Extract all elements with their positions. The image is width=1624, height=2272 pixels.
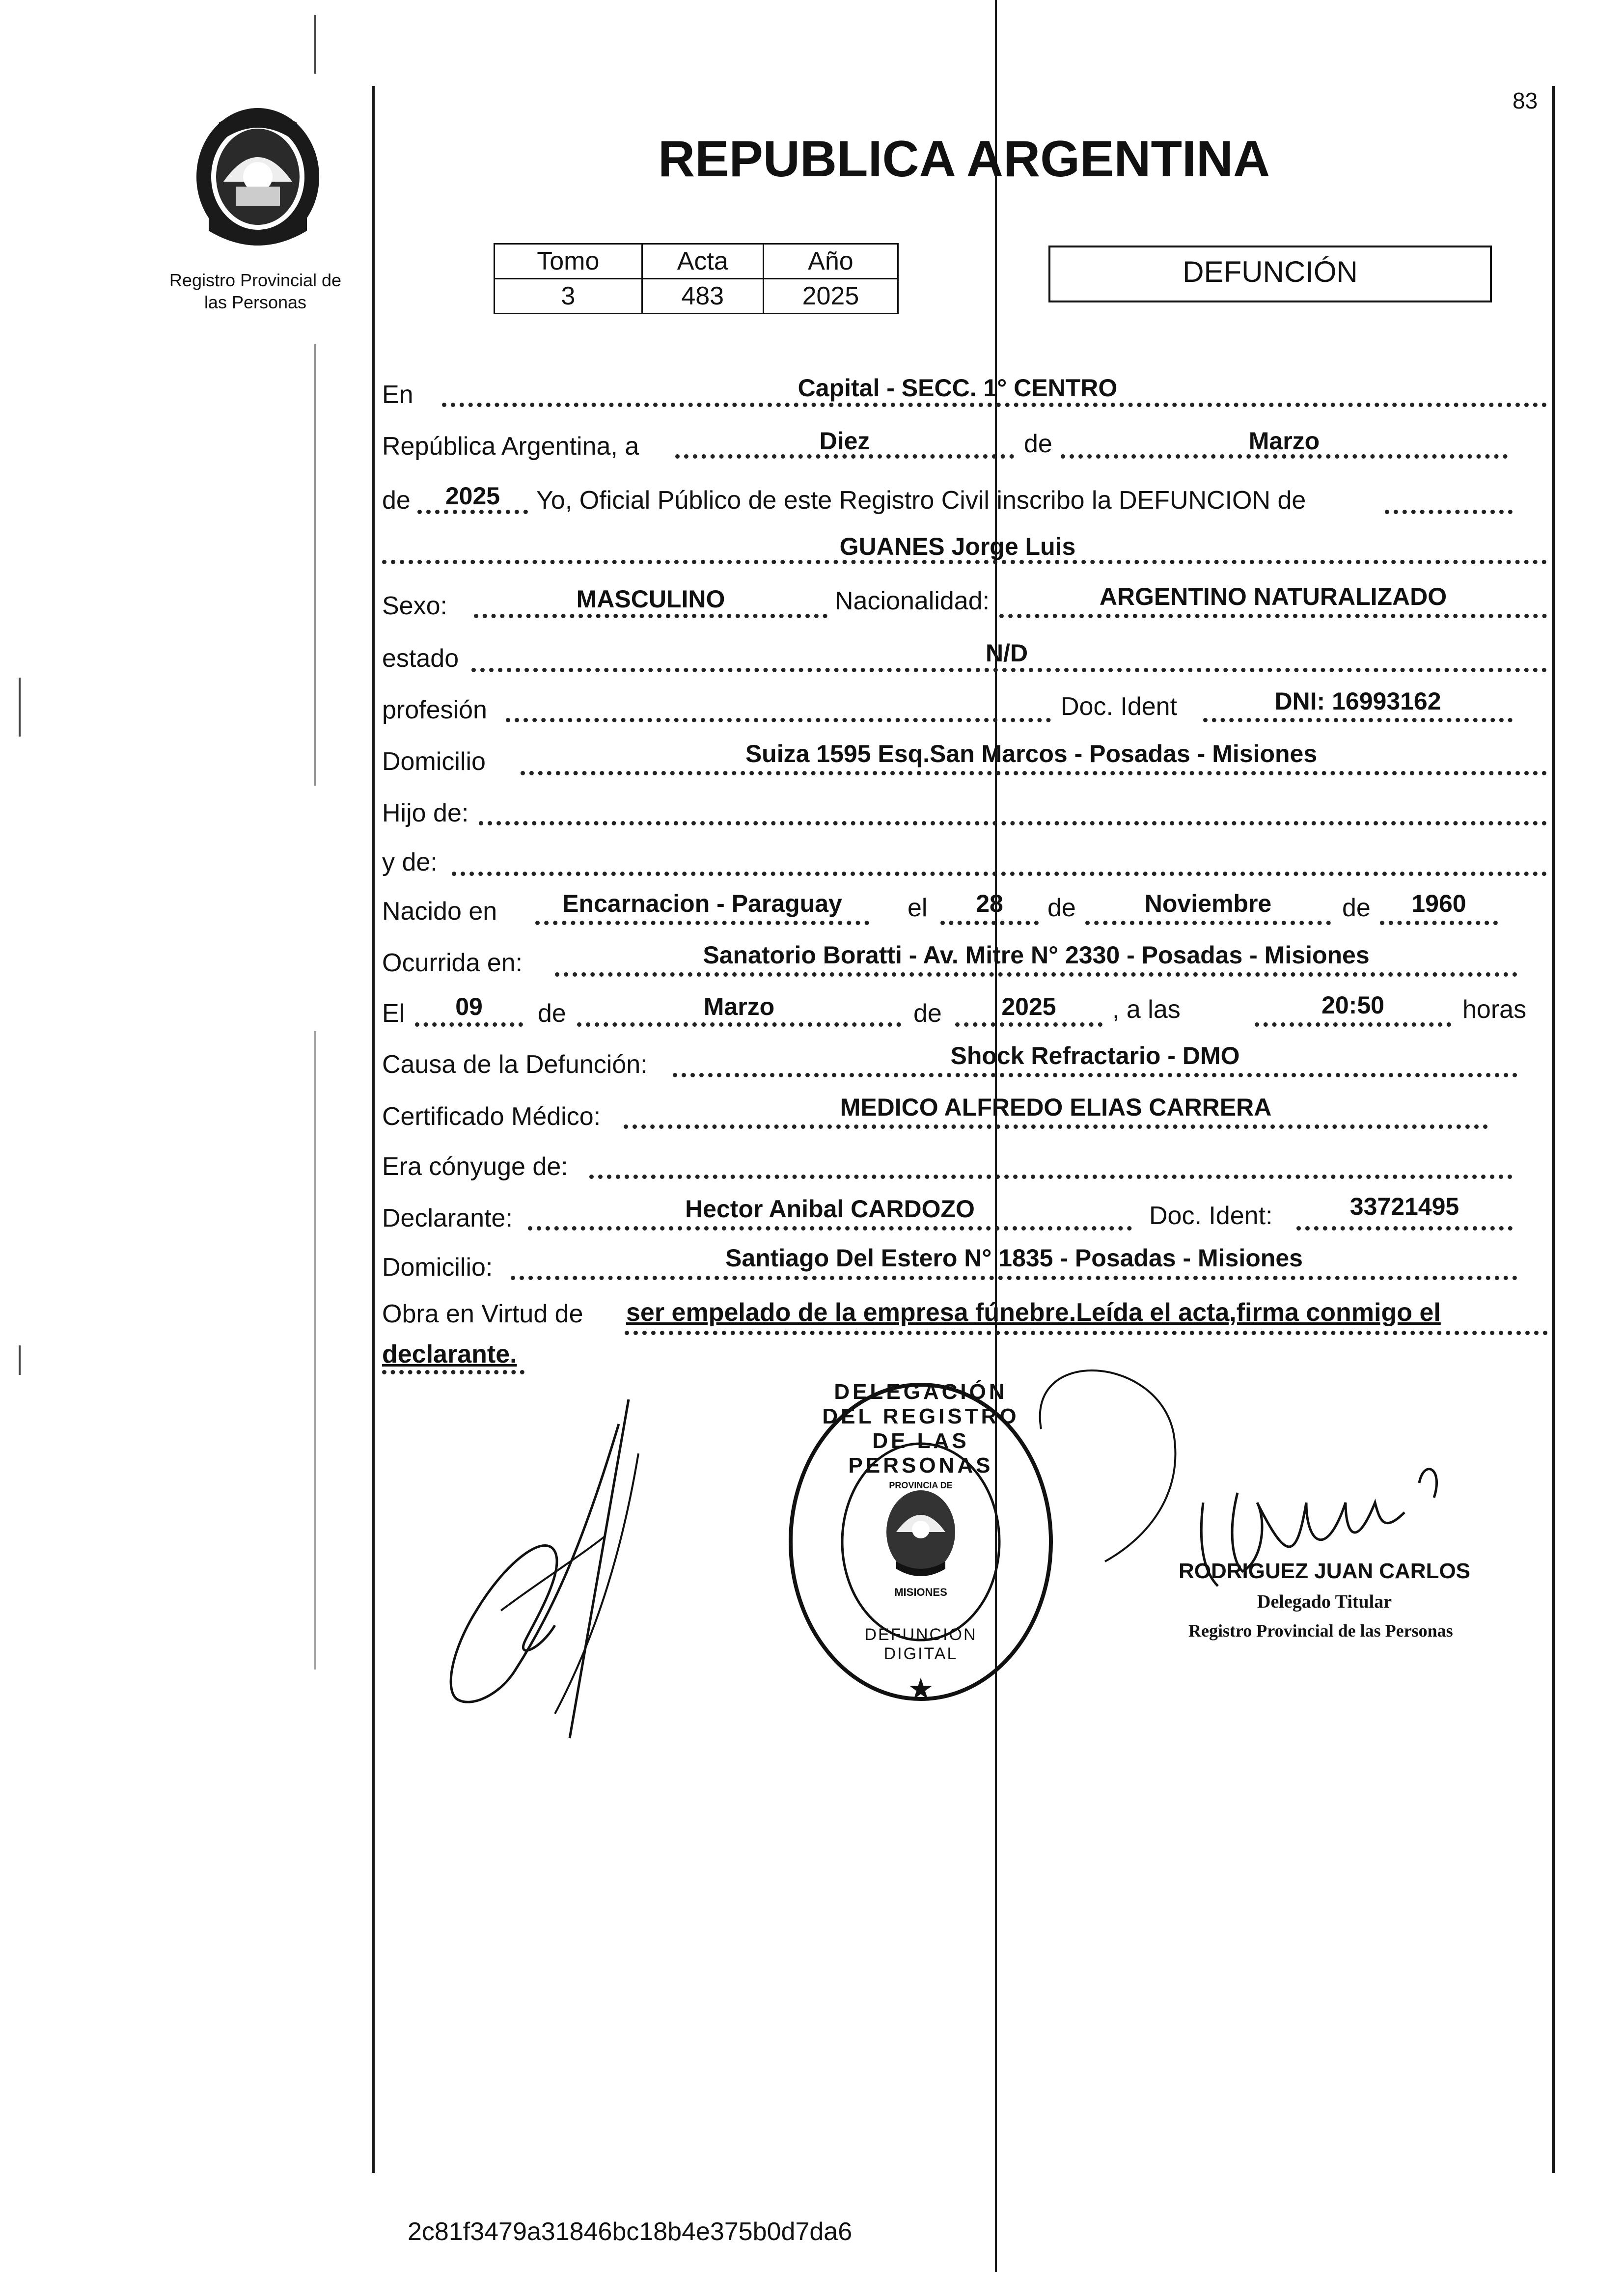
def-dia-value: 09: [455, 993, 483, 1020]
el-label: El: [382, 999, 405, 1028]
obra-line-2: [382, 1370, 524, 1374]
def-anio-line: [955, 1022, 1102, 1027]
anio-value: 2025: [763, 279, 898, 314]
sexo-line: [474, 614, 827, 618]
de-label: de: [382, 486, 411, 515]
horas-label: horas: [1462, 995, 1527, 1024]
logo-caption-line1: Registro Provincial de: [169, 270, 342, 290]
profesion-line: [506, 718, 1051, 722]
conyuge-line: [589, 1175, 1513, 1179]
declarante-doc-label: Doc. Ident:: [1149, 1202, 1273, 1230]
estado-line: [471, 668, 1547, 672]
estado-value: N/D: [985, 639, 1028, 667]
declarant-signature-icon: [442, 1395, 658, 1748]
def-dia-line: [415, 1022, 523, 1027]
sexo-value: MASCULINO: [576, 585, 725, 613]
hijo-de-label: Hijo de:: [382, 799, 469, 827]
nacido-en-value: Encarnacion - Paraguay: [562, 890, 842, 917]
declarante-domicilio-label: Domicilio:: [382, 1253, 493, 1282]
seal-outer-text: DELEGACIÓN DEL REGISTRO DE LAS PERSONAS: [822, 1380, 1019, 1478]
record-table-value-row: [495, 279, 898, 314]
profesion-label: profesión: [382, 696, 487, 724]
official-office: Registro Provincial de las Personas: [1188, 1621, 1453, 1641]
seal-center-bottom: MISIONES: [894, 1586, 947, 1598]
logo-caption-line2: las Personas: [204, 292, 307, 312]
dia-inscripcion-line: [675, 454, 1014, 459]
nac-mes-line: [1085, 921, 1331, 925]
nac-dia-value: 28: [976, 890, 1003, 917]
place-value: Capital - SECC. 1° CENTRO: [798, 374, 1118, 402]
certificado-label: Certificado Médico:: [382, 1102, 601, 1131]
scan-margin-mark: [314, 15, 316, 74]
dia-inscripcion-value: Diez: [819, 427, 870, 455]
scan-margin-mark: [314, 1031, 316, 1670]
scan-margin-mark: [314, 344, 316, 786]
nac-anio-value: 1960: [1411, 890, 1466, 917]
provincial-registry-logo: [189, 103, 327, 250]
de-label: de: [1342, 894, 1371, 922]
seal-inner-text: DEFUNCION DIGITAL: [864, 1625, 977, 1663]
official-name: RODRIGUEZ JUAN CARLOS: [1179, 1559, 1471, 1583]
declarante-doc-value: 33721495: [1349, 1193, 1459, 1220]
sexo-label: Sexo:: [382, 592, 447, 620]
record-table-header: Tomo: [495, 244, 642, 279]
doc-ident-label: Doc. Ident: [1061, 692, 1178, 721]
nacido-en-label: Nacido en: [382, 897, 497, 926]
domicilio-label: Domicilio: [382, 747, 486, 776]
declarante-domicilio-value: Santiago Del Estero N° 1835 - Posadas - Misiones: [725, 1244, 1303, 1272]
mes-inscripcion-value: Marzo: [1248, 427, 1320, 455]
def-hora-line: [1255, 1022, 1451, 1027]
record-table-header: Año: [763, 244, 898, 279]
misiones-crest-icon: [189, 103, 327, 250]
nombre-line: [382, 560, 1547, 564]
record-table: [494, 243, 899, 314]
nac-anio-line: [1380, 921, 1498, 925]
yo-oficial-label: Yo, Oficial Público de este Registro Civil inscribo la DEFUNCION de: [536, 486, 1306, 515]
ocurrida-en-label: Ocurrida en:: [382, 949, 523, 977]
de-label: de: [1024, 430, 1052, 458]
declarante-line: [528, 1226, 1132, 1231]
act-type-box: DEFUNCIÓN: [1048, 246, 1492, 302]
de-label: de: [1047, 894, 1076, 922]
a-las-label: , a las: [1112, 995, 1181, 1024]
logo-caption: [157, 269, 354, 313]
record-table-header: Acta: [642, 244, 763, 279]
en-line: [442, 403, 1547, 407]
left-border-line: [372, 86, 375, 2173]
ocurrida-en-value: Sanatorio Boratti - Av. Mitre N° 2330 - Posadas - Misiones: [703, 941, 1370, 969]
nacionalidad-label: Nacionalidad:: [835, 587, 990, 615]
official-role: Delegado Titular: [1257, 1591, 1392, 1612]
acta-value: 483: [642, 279, 763, 314]
obra-en-virtud-label: Obra en Virtud de: [382, 1300, 583, 1328]
page-number: 83: [1513, 88, 1538, 113]
obra-text-line2: declarante.: [382, 1340, 517, 1369]
deceased-name-value: GUANES Jorge Luis: [839, 533, 1076, 560]
el-label: el: [908, 894, 928, 922]
obra-text-line1: ser empelado de la empresa fúnebre.Leída el acta,firma conmigo el: [626, 1298, 1441, 1327]
declarante-value: Hector Anibal CARDOZO: [685, 1195, 975, 1223]
nac-mes-value: Noviembre: [1144, 890, 1272, 917]
mes-inscripcion-line: [1061, 454, 1508, 459]
document-title: REPUBLICA ARGENTINA: [658, 131, 1270, 188]
official-signature-icon: [1031, 1355, 1522, 1630]
anio-inscripcion-line: [417, 510, 528, 514]
record-table-header-row: [495, 244, 898, 279]
certificado-value: MEDICO ALFREDO ELIAS CARRERA: [840, 1094, 1272, 1121]
declarante-label: Declarante:: [382, 1204, 513, 1232]
declarante-domicilio-line: [511, 1276, 1517, 1280]
dni-value: DNI: 16993162: [1274, 687, 1441, 715]
nacionalidad-value: ARGENTINO NATURALIZADO: [1099, 583, 1447, 610]
de-label: de: [913, 999, 942, 1028]
scan-margin-mark: [19, 678, 21, 737]
ocurrida-en-line: [555, 972, 1517, 977]
tomo-value: 3: [495, 279, 642, 314]
domicilio-line: [521, 771, 1547, 775]
nac-dia-line: [940, 921, 1039, 925]
def-mes-value: Marzo: [703, 993, 775, 1020]
de-label: de: [538, 999, 566, 1028]
svg-text:★: ★: [908, 1672, 934, 1705]
en-label: En: [382, 381, 413, 409]
obra-line: [625, 1331, 1548, 1335]
causa-value: Shock Refractario - DMO: [950, 1042, 1240, 1069]
dni-line: [1203, 718, 1513, 722]
fold-line: [995, 0, 997, 2272]
nacionalidad-line: [999, 614, 1547, 618]
estado-label: estado: [382, 644, 459, 673]
seal-center-top: PROVINCIA DE: [889, 1480, 953, 1490]
conyuge-label: Era cónyuge de:: [382, 1152, 568, 1181]
anio-inscripcion-value: 2025: [445, 482, 500, 510]
document-hash: 2c81f3479a31846bc18b4e375b0d7da6: [408, 2217, 853, 2246]
hijo-de-line: [479, 821, 1547, 825]
certificado-line: [624, 1124, 1488, 1129]
def-mes-line: [577, 1022, 901, 1027]
causa-label: Causa de la Defunción:: [382, 1050, 648, 1079]
right-border-line: [1552, 86, 1555, 2173]
y-de-label: y de:: [382, 848, 438, 876]
nombre-continuation-line: [1385, 510, 1513, 514]
declarante-doc-line: [1296, 1226, 1513, 1231]
domicilio-value: Suiza 1595 Esq.San Marcos - Posadas - Misiones: [745, 740, 1318, 767]
scan-margin-mark: [19, 1345, 21, 1375]
def-anio-value: 2025: [1001, 993, 1056, 1020]
def-hora-value: 20:50: [1321, 991, 1384, 1019]
causa-line: [673, 1073, 1517, 1077]
y-de-line: [452, 872, 1547, 876]
republica-label: República Argentina, a: [382, 432, 639, 461]
nacido-en-line: [535, 921, 869, 925]
official-seal: [783, 1370, 1058, 1714]
